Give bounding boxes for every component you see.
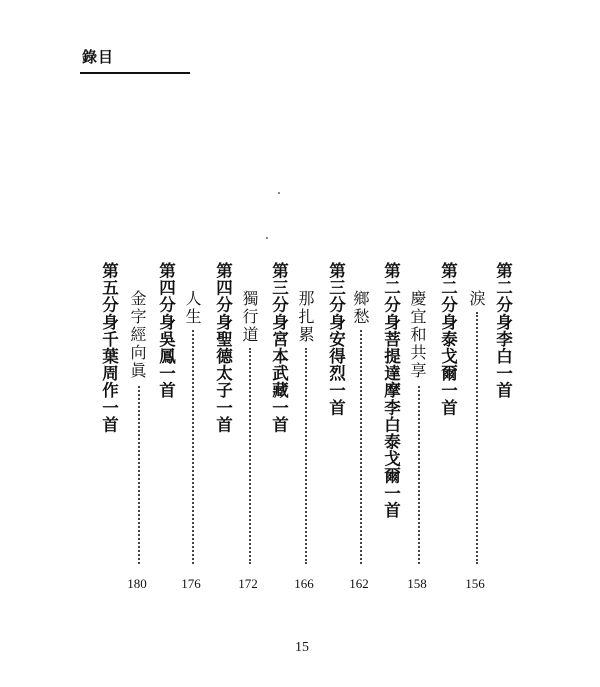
leader-dots — [360, 330, 362, 564]
toc-heading: 第四分身吳鳳一首 — [156, 262, 176, 399]
toc-page-number: 156 — [465, 576, 485, 591]
toc-heading: 第二分身泰戈爾一首 — [438, 262, 458, 416]
leader-dots — [476, 312, 478, 564]
toc-heading: 第五分身千葉周作一首 — [99, 262, 119, 433]
toc-item: 慶宜和共享 — [408, 290, 427, 380]
toc-item: 淚 — [467, 290, 486, 308]
toc-heading: 第四分身聖德太子一首 — [213, 262, 233, 433]
toc-item: 那扎累 — [296, 290, 315, 344]
toc-page-number: 180 — [127, 576, 147, 591]
toc-heading: 第二分身菩提達摩李白泰戈爾一首 — [381, 262, 401, 519]
toc-page-number: 158 — [407, 576, 427, 591]
toc-item: 人生 — [183, 290, 202, 326]
toc-page-number: 166 — [294, 576, 314, 591]
toc-item: 獨行道 — [240, 290, 259, 344]
toc-page-number: 162 — [349, 576, 369, 591]
leader-dots — [418, 386, 420, 564]
leader-dots — [305, 348, 307, 564]
toc-header-title: 錄目 — [82, 48, 115, 66]
leader-dots — [192, 330, 194, 564]
toc-heading: 第三分身宮本武藏一首 — [269, 262, 289, 433]
leader-dots — [138, 386, 140, 564]
toc-page-number: 176 — [181, 576, 201, 591]
scan-speck — [278, 192, 280, 194]
toc-item: 金字經向眞 — [128, 290, 147, 380]
folio-page-number: 15 — [295, 640, 309, 655]
toc-heading: 第三分身安得烈一首 — [326, 262, 346, 416]
toc-page-number: 172 — [238, 576, 258, 591]
toc-heading: 第二分身李白一首 — [493, 262, 513, 399]
leader-dots — [249, 348, 251, 564]
header-rule — [80, 72, 190, 74]
toc-item: 鄉愁 — [351, 290, 370, 326]
scan-speck — [266, 237, 268, 239]
